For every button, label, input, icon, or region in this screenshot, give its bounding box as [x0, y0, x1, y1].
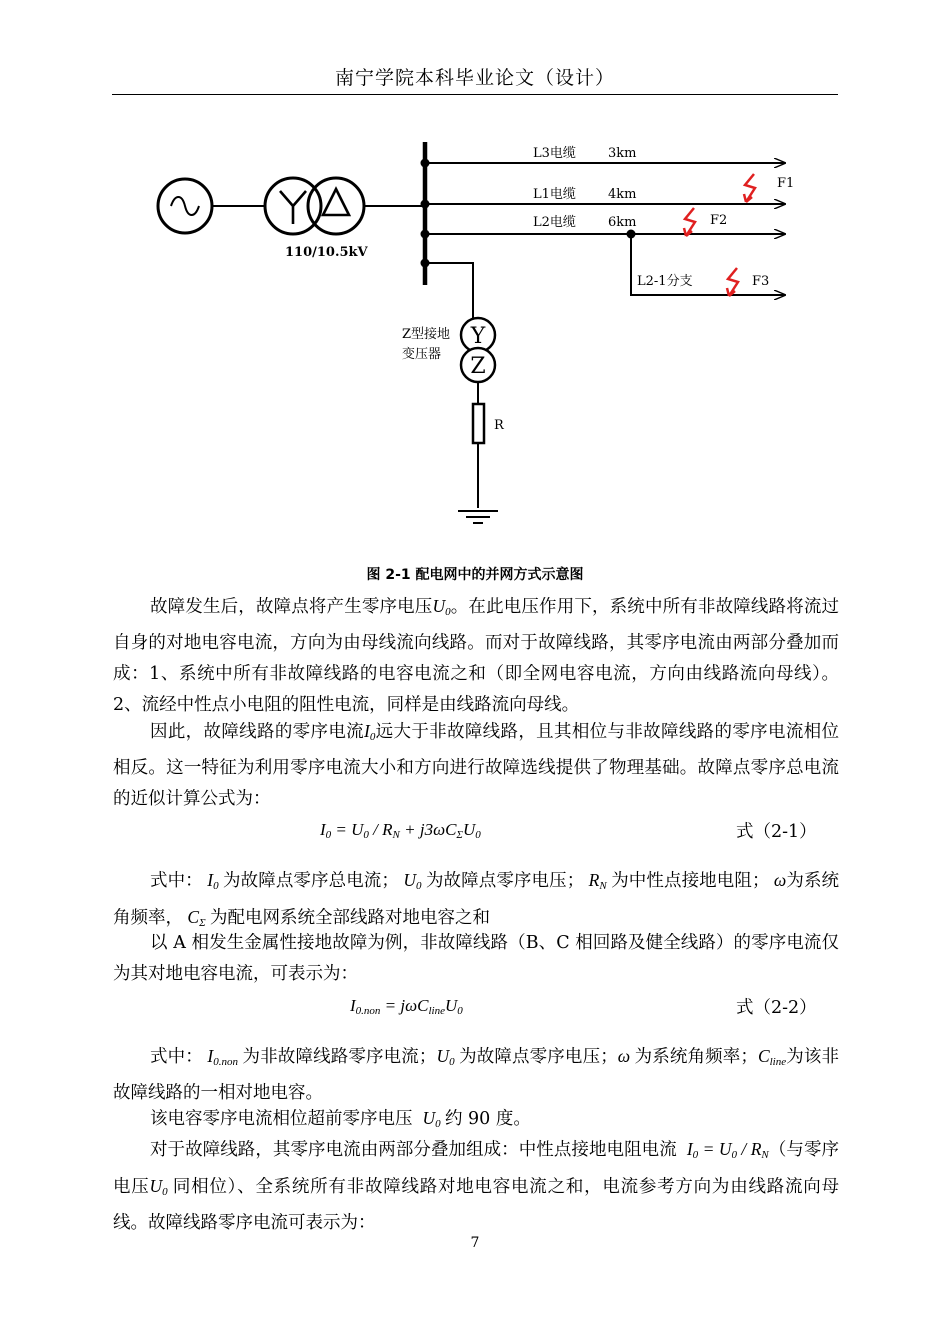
ground-icon: [458, 511, 498, 523]
grounding-feeder: [425, 263, 473, 322]
line-l2-length: 6km: [608, 215, 637, 230]
junction-dot: [421, 159, 430, 168]
line-l2-name: L2电缆: [533, 215, 576, 230]
paragraph-4: 以 A 相发生金属性接地故障为例，非故障线路（B、C 相回路及健全线路）的零序电流仅为其对地电容电流，可表示为：: [113, 933, 839, 984]
branch-label: L2-1分支: [637, 274, 693, 289]
y-symbol: Y: [470, 324, 486, 349]
fault-f2-icon: [684, 208, 695, 236]
fault-f1-label: F1: [777, 176, 795, 191]
paragraph-5: 式中： $I_{0.non}$ 为非故障线路零序电流；$U_0$ 为故障点零序电压；ω 为系统角频率；$C_{line}$为该非故障线路的一相对地电容。: [113, 1046, 840, 1103]
figure-caption: 图 2-1 配电网中的并网方式示意图: [366, 567, 584, 583]
junction-dot: [421, 200, 430, 209]
ac-source-icon: [158, 179, 212, 233]
z-transformer-label-1: Z型接地: [402, 327, 451, 342]
transformer-label: 110/10.5kV: [285, 245, 368, 260]
z-grounding-transformer-icon: [461, 318, 495, 382]
page-header-title: 南宁学院本科毕业论文（设计）: [334, 67, 615, 89]
paragraph-1: 故障发生后，故障点将产生零序电压$U_0$。在此电压作用下，系统中所有非故障线路将流过自身的对地电容电流，方向为由母线流向线路。而对于故障线路，其零序电流由两部分叠加而成：1、系统中所有非故障线路的电容电流之和（即全网电容电流，方向由线路流向母线）。2、流经中性点小电阻的阻性电流，同样是由线路流向母线。: [113, 596, 840, 715]
equation-number-2-2: 式（2-2）: [736, 998, 817, 1018]
line-l3-name: L3电缆: [533, 146, 576, 161]
paragraph-3: 式中： $I_0$ 为故障点零序总电流； $U_0$ 为故障点零序电压； $R_N$ 为中性点接地电阻； ω为系统角频率， $C_\Sigma$ 为配电网系统全部线路对地电容之和: [113, 870, 840, 929]
header-rule: [112, 94, 838, 95]
circuit-diagram: [140, 130, 810, 530]
junction-dot: [627, 230, 636, 239]
fault-f3-icon: [727, 268, 738, 296]
z-transformer-label-2: 变压器: [402, 347, 442, 362]
page-number: 7: [470, 1235, 480, 1251]
junction-dot: [421, 230, 430, 239]
fault-f1-icon: [744, 174, 755, 202]
line-l3-length: 3km: [608, 146, 637, 161]
paragraph-2: 因此，故障线路的零序电流$I_0$远大于非故障线路，且其相位与非故障线路的零序电流相位相反。这一特征为利用零序电流大小和方向进行故障选线提供了物理基础。故障点零序总电流的近似计算公式为：: [113, 721, 840, 809]
resistor-label: R: [494, 418, 504, 433]
main-transformer-icon: [265, 178, 364, 234]
equation-2-1: $I_0 = U_0 / R_N + j3\omega C_\Sigma U_0$: [320, 820, 481, 841]
fault-f3-label: F3: [752, 274, 770, 289]
equation-number-2-1: 式（2-1）: [736, 822, 817, 842]
line-l1-length: 4km: [608, 187, 637, 202]
junction-dot: [421, 259, 430, 268]
resistor-icon: [473, 404, 484, 443]
paragraph-6: 该电容零序电流相位超前零序电压 $U_0$ 约 90 度。: [150, 1108, 531, 1130]
paragraph-7: 对于故障线路，其零序电流由两部分叠加组成：中性点接地电阻电流 $I_0 = U_0 / R_N$（与零序电压$U_0$ 同相位）、全系统所有非故障线路对地电容电流之和，电流参考方向为由线路流向母线。故障线路零序电流可表示为：: [113, 1139, 840, 1233]
equation-2-2: $I_{0.non} = j\omega C_{line}U_0$: [350, 996, 463, 1017]
z-symbol: Z: [470, 354, 486, 379]
line-l1-name: L1电缆: [533, 187, 576, 202]
fault-f2-label: F2: [710, 213, 728, 228]
